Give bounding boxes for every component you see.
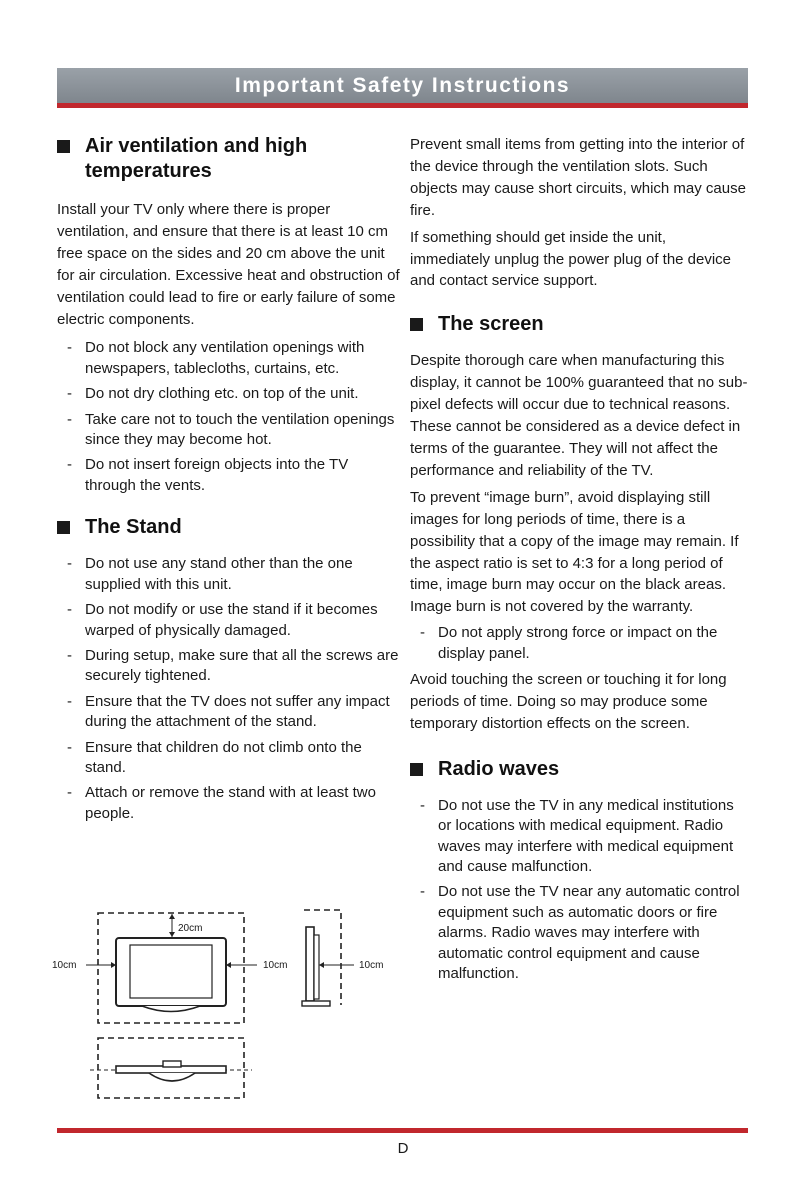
list-item: - Take care not to touch the ventilation openings since they may become hot. [67, 410, 395, 449]
ventilation-bullet-list [57, 338, 402, 496]
dash-icon: - [67, 738, 72, 756]
tv-side-panel [306, 927, 314, 1001]
top-clearance-label: 20cm [178, 923, 203, 934]
top-arrow-head-up [169, 914, 175, 919]
page-title: Important Safety Instructions [234, 73, 571, 97]
section-heading-radio: Radio waves [410, 757, 750, 782]
list-item: - Do not insert foreign objects into the TV through the vents. [67, 456, 349, 494]
square-bullet-icon [410, 318, 423, 331]
tv-front-stand [142, 1006, 200, 1012]
dash-icon: - [67, 784, 72, 802]
clearance-diagram-svg [52, 905, 397, 1105]
screen-paragraph-3: Avoid touching the screen or touching it for long periods of time. Doing so may produce some temporary distortion effects on the screen. [410, 671, 727, 732]
ventilation-intro: Install your TV only where there is proper ventilation, and ensure that there is at least 10 cm free space on the sides and 20 cm above the unit for air circulation. Excessive heat and obstruction of ventilation could lead to fire or early failure of some electric components. [57, 201, 400, 328]
tv-clearance-diagram [52, 905, 397, 1105]
dash-icon: - [420, 883, 425, 901]
dash-icon: - [67, 601, 72, 619]
screen-bullet-list [410, 623, 750, 664]
list-item: - Ensure that children do not climb onto the stand. [67, 738, 362, 776]
top-arrow-head-down [169, 932, 175, 937]
list-item: - Do not use the TV in any medical institutions or locations with medical equipment. Radio waves may interfere with medical equipment and cause malfunction. [420, 796, 734, 875]
dash-icon: - [67, 410, 72, 428]
square-bullet-icon [410, 763, 423, 776]
side-view-clearance-label: 10cm [359, 960, 384, 971]
footer-divider [57, 1128, 748, 1133]
dash-icon: - [420, 796, 425, 814]
dash-icon: - [67, 456, 72, 474]
tv-side-base [302, 1001, 330, 1006]
right-column [410, 134, 750, 989]
list-item: - During setup, make sure that all the screws are securely tightened. [67, 646, 399, 685]
ventilation-continued-paragraph: Prevent small items from getting into the interior of the device through the ventilation slots. Such objects may cause short circuits, which may cause fire. [410, 136, 746, 219]
dash-icon: - [67, 692, 72, 710]
left-clearance-label: 10cm [52, 960, 77, 971]
screen-paragraph-1: Despite thorough care when manufacturing this display, it cannot be 100% guaranteed that no sub-pixel defects will occur due to technical reasons. These cannot be considered as a device defect in terms of the guarantee. They will not affect the performance and reliability of the TV. [410, 352, 748, 479]
side-arrow-head-left [319, 962, 324, 968]
list-item: - Attach or remove the stand with at least two people. [67, 784, 376, 822]
dash-icon: - [67, 555, 72, 573]
list-item: - Ensure that the TV does not suffer any impact during the attachment of the stand. [67, 692, 390, 731]
page-number: D [397, 1140, 409, 1157]
dash-icon: - [420, 624, 425, 642]
square-bullet-icon [57, 140, 70, 153]
dash-icon: - [67, 646, 72, 664]
stand-bullet-list [57, 554, 402, 824]
radio-bullet-list [410, 796, 750, 985]
square-bullet-icon [57, 521, 70, 534]
unplug-paragraph: If something should get inside the unit, immediately unplug the power plug of the device and contact service support. [410, 228, 732, 290]
right-clearance-label: 10cm [263, 960, 288, 971]
list-item: - Do not apply strong force or impact on the display panel. [420, 624, 718, 662]
dash-icon: - [67, 385, 72, 403]
topdown-stand-neck [163, 1061, 181, 1067]
tv-side-back [314, 935, 319, 999]
header-banner [57, 68, 748, 108]
list-item: - Do not dry clothing etc. on top of the unit. [57, 384, 402, 404]
section-heading-screen: The screen [410, 312, 750, 337]
dash-icon: - [67, 339, 72, 357]
screen-paragraph-2: To prevent “image burn”, avoid displaying still images for long periods of time, there is a possibility that a copy of the image may remain. If the aspect ratio is set to 4:3 for a long period of time, image burn may occur on the black areas. Image burn is not covered by the warranty. [410, 488, 739, 616]
list-item: - Do not use the TV near any automatic control equipment such as automatic doors or fire alarms. Radio waves may interfere with automatic control equipment and cause malfunction. [420, 883, 740, 982]
topdown-stand-base [149, 1073, 195, 1081]
list-item: - Do not use any stand other than the one supplied with this unit. [67, 555, 353, 593]
section-heading-ventilation: Air ventilation and high temperatures [57, 134, 402, 184]
left-column [57, 134, 402, 829]
tv-front-screen [130, 945, 212, 998]
list-item: - Do not modify or use the stand if it becomes warped of physically damaged. [67, 601, 378, 639]
list-item: - Do not block any ventilation openings with newspapers, tablecloths, curtains, etc. [67, 339, 365, 377]
section-heading-stand: The Stand [57, 515, 402, 540]
